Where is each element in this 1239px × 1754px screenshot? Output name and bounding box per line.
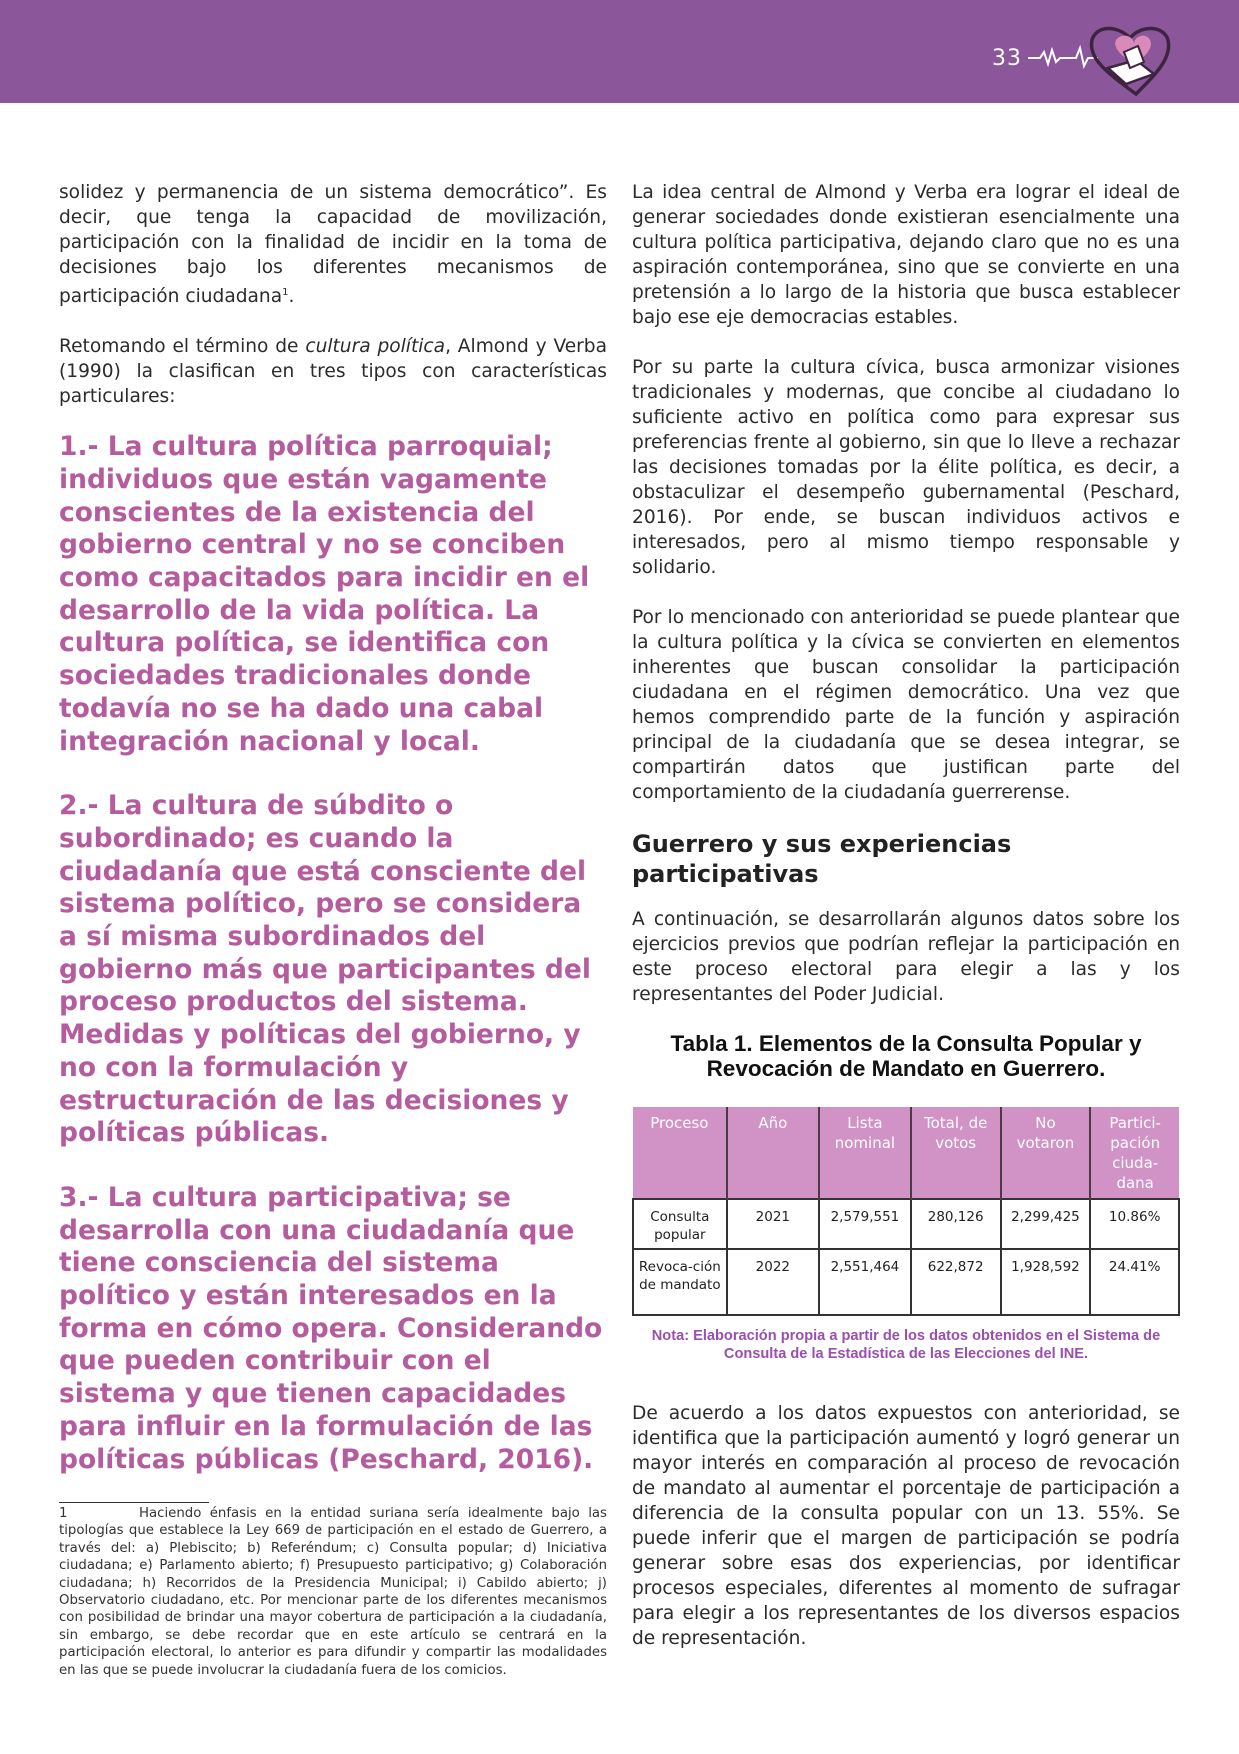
table-header-cell: Año: [727, 1107, 819, 1199]
left-column: [59, 180, 607, 1476]
heart-ballot-box-icon: [1026, 22, 1186, 102]
left-paragraph-1: solidez y permanencia de un sistema democrático”. Es decir, que tenga la capacidad de movilización, participación con la finalidad de incidir en la toma de decisiones bajo los diferentes mecanismos de participación ciudadana$^1$.: [59, 182, 607, 308]
right-paragraph-2: Por su parte la cultura cívica, busca armonizar visiones tradicionales y modernas, que concibe al ciudadano lo suficiente activo en política como para expresar sus preferencias frente al gobierno, sin que lo lleve a rechazar las decisiones tomadas por la élite política, es decir, a obstaculizar el desempeño gubernamental (Peschard, 2016). Por ende, se buscan individuos activos e interesados, pero al mismo tiempo responsable y solidario.: [632, 357, 1180, 578]
table-cell: 10.86%: [1090, 1199, 1179, 1249]
table-header-row: [633, 1107, 1179, 1199]
table-header-cell: Total, de votos: [911, 1107, 1001, 1199]
right-paragraph-1: La idea central de Almond y Verba era lograr el ideal de generar sociedades donde existieran esencialmente una cultura política participativa, dejando claro que no es una aspiración contemporánea, sino que se convierte en una pretensión a lo largo de la historia que busca establecer bajo ese eje democracias estables.: [632, 182, 1180, 328]
table-cell: 2,299,425: [1001, 1199, 1091, 1249]
section-title: Guerrero y sus experiencias participativas: [632, 830, 1012, 888]
footnote-divider: [59, 1502, 209, 1503]
right-paragraph-5: De acuerdo a los datos expuestos con anterioridad, se identifica que la participación aumentó y logró generar un mayor interés en comparación al proceso de revocación de mandato al aumentar el porcentaje de participación a diferencia de la consulta popular con un 13. 55%. Se puede inferir que el margen de participación se podría generar sobre esas dos experiencias, por identificar procesos especiales, diferentes al momento de sufragar para elegir a los representantes de los diversos espacios de representación.: [632, 1403, 1180, 1649]
table-title: Tabla 1. Elementos de la Consulta Popular y Revocación de Mandato en Guerrero.: [670, 1031, 1142, 1081]
table-header-cell: Partici-pación ciuda-dana: [1090, 1107, 1179, 1199]
culture-type-parroquial: 1.- La cultura política parroquial; individuos que están vagamente conscientes de la existencia del gobierno central y no se conciben como capacitados para incidir en el desarrollo de la vida política. La cultura política, se identifica con sociedades tradicionales donde todavía no se ha dado una cabal integración nacional y local.: [59, 431, 590, 757]
table-header-cell: Proceso: [633, 1107, 727, 1199]
table-cell: 2022: [727, 1249, 819, 1315]
culture-type-subdito: 2.- La cultura de súbdito o subordinado; es cuando la ciudadanía que está consciente del sistema político, pero se considera a sí misma subordinados del gobierno más que participantes del proceso productos del sistema. Medidas y políticas del gobierno, y no con la formulación y estructuración de las decisiones y políticas públicas.: [59, 790, 591, 1149]
table-cell: Revoca-ción de mandato: [633, 1249, 727, 1315]
table-cell: 622,872: [911, 1249, 1001, 1315]
footnote-number: 1: [59, 1506, 68, 1521]
footnote-ref[interactable]: 1: [282, 287, 289, 298]
table-cell: 2021: [727, 1199, 819, 1249]
page-number: 33: [992, 46, 1022, 71]
table-header-cell: Lista nominal: [819, 1107, 911, 1199]
participation-table: [632, 1107, 1180, 1316]
table-row: [633, 1249, 1179, 1315]
right-paragraph-3: Por lo mencionado con anterioridad se puede plantear que la cultura política y la cívica se convierten en elementos inherentes que buscan consolidar la participación ciudadana en el régimen democrático. Una vez que hemos comprendido parte de la función y aspiración principal de la ciudadanía que se desea integrar, se compartirán datos que justifican parte del comportamiento de la ciudadanía guerrerense.: [632, 607, 1180, 803]
table-cell: Consulta popular: [633, 1199, 727, 1249]
culture-type-participativa: 3.- La cultura participativa; se desarrolla con una ciudadanía que tiene consciencia del sistema político y están interesados en la forma en cómo opera. Considerando que pueden contribuir con el sistema y que tienen capacidades para influir en la formulación de las políticas públicas (Peschard, 2016).: [59, 1181, 603, 1475]
footnote: 1 Haciendo énfasis en la entidad suriana sería idealmente bajo las tipologías que establece la Ley 669 de participación en el estado de Guerrero, a través del: a) Plebiscito; b) Referéndum; c) Consulta popular; d) Iniciativa ciudadana; e) Parlamento abierto; f) Presupuesto participativo; g) Colaboración ciudadana; h) Recorridos de la Presidencia Municipal; i) Cabildo abierto; j) Observatorio ciudadano, etc. Por mencionar parte de los diferentes mecanismos con posibilidad de brindar una mayor cobertura de participación a la ciudadanía, sin embargo, se debe recordar que en este artículo se centrará en la participación electoral, lo anterior es para difundir y compartir las modalidades en las que se puede involucrar la ciudadanía fuera de los comicios.: [59, 1506, 607, 1678]
table-row: [633, 1199, 1179, 1249]
table-cell: 24.41%: [1090, 1249, 1179, 1315]
table-cell: 2,551,464: [819, 1249, 911, 1315]
table-cell: 1,928,592: [1001, 1249, 1091, 1315]
header-band: [0, 0, 1239, 103]
table-cell: 280,126: [911, 1199, 1001, 1249]
table-header-cell: No votaron: [1001, 1107, 1091, 1199]
left-paragraph-2: Retomando el término de cultura política, Almond y Verba (1990) la clasifican en tres tipos con características particulares:: [59, 336, 607, 408]
table-note: Nota: Elaboración propia a partir de los datos obtenidos en el Sistema de Consulta de la Estadística de las Elecciones del INE.: [651, 1328, 1161, 1362]
table-cell: 2,579,551: [819, 1199, 911, 1249]
right-paragraph-4: A continuación, se desarrollarán algunos datos sobre los ejercicios previos que podrían reflejar la participación en este proceso electoral para elegir a las y los representantes del Poder Judicial.: [632, 909, 1180, 1005]
right-column: [632, 180, 1180, 1651]
